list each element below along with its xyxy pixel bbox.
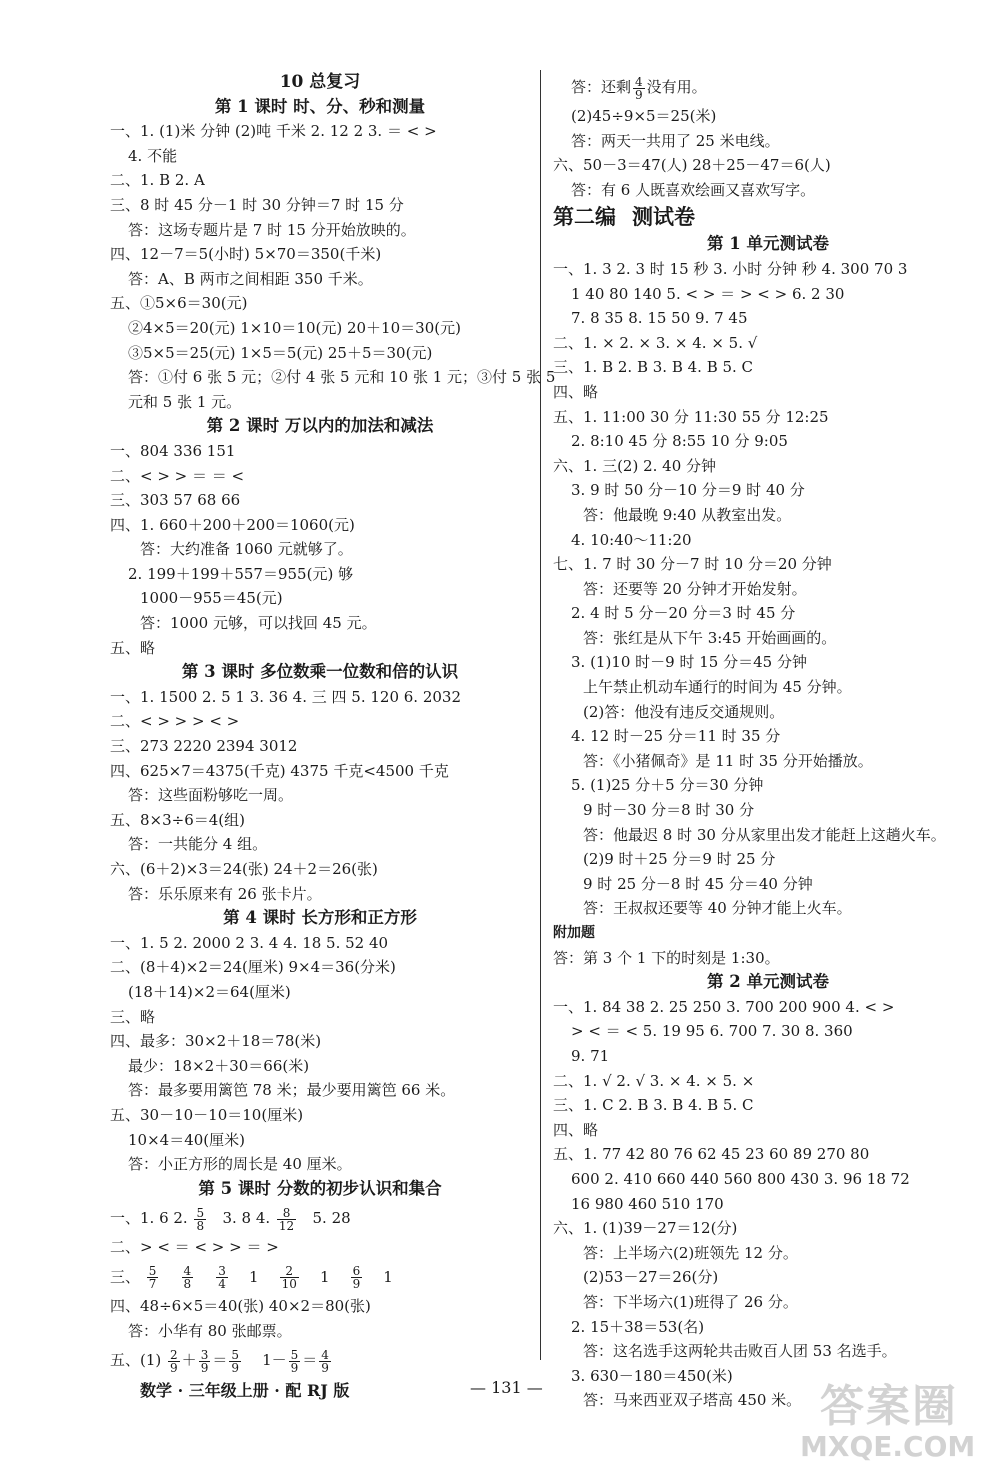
answer-line: 四、略: [553, 1120, 599, 1139]
answer-line: [110, 1260, 530, 1294]
numerator: 4: [321, 1347, 329, 1362]
text-segment: 答：还剩: [571, 78, 632, 96]
answer-line: (2)53－27＝26(分): [583, 1268, 719, 1287]
lesson-4-title: 第 4 课时 长方形和正方形: [223, 908, 417, 928]
answer-line: 答：大约准备 1060 元就够了。: [140, 540, 353, 559]
answer-line: > < ＝ < 5. 19 95 6. 700 7. 30 8. 360: [571, 1022, 853, 1041]
numerator: 3: [200, 1347, 209, 1362]
answer-line: (2)9 时＋25 分＝9 时 25 分: [583, 850, 776, 869]
denominator: 9: [290, 1360, 299, 1375]
denominator: 9: [635, 87, 643, 102]
fraction: [216, 1265, 228, 1290]
answer-line: 二、> < ＝ < > > ＝ >: [110, 1238, 279, 1257]
answer-line: 最少：18×2＋30＝66(米): [128, 1056, 310, 1075]
text-segment: 1: [248, 1267, 259, 1286]
answer-line: 答：这名选手这两轮共击败百人团 53 名选手。: [583, 1342, 897, 1361]
text-segment: 没有用。: [646, 78, 707, 96]
answer-line: 上午禁止机动车通行的时间为 45 分钟。: [583, 678, 852, 697]
answer-line: 答：1000 元够，可以找回 45 元。: [140, 614, 377, 633]
answer-line: 答：《小猪佩奇》是 11 时 35 分开始播放。: [583, 751, 873, 770]
numerator: 6: [352, 1264, 361, 1279]
part-label: 第二编: [553, 204, 616, 230]
column-divider: [540, 70, 541, 1360]
answer-line: 答：一共能分 4 组。: [128, 835, 268, 854]
answer-line: [553, 70, 983, 104]
answer-line: 六、1. 三(2) 2. 40 分钟: [553, 456, 717, 475]
answer-line: 一、1. 84 38 2. 25 250 3. 700 200 900 4. < >: [553, 997, 895, 1016]
fraction: [229, 1349, 241, 1374]
numerator: 5: [196, 1205, 205, 1220]
answer-line: 五、30－10－10＝10(厘米): [110, 1105, 304, 1124]
fraction: [168, 1349, 180, 1374]
answer-line: 二、< > > ＝ ＝ <: [110, 466, 245, 485]
denominator: 10: [281, 1277, 297, 1292]
answer-line: 一、804 336 151: [110, 441, 236, 460]
numerator: 5: [148, 1264, 157, 1279]
answer-line: 答：还要等 20 分钟才开始发射。: [583, 579, 807, 598]
answer-line: 答：两天一共用了 25 米电线。: [571, 131, 780, 150]
answer-line: 一、1. 1500 2. 5 1 3. 36 4. 三 四 5. 120 6. 2032: [110, 687, 462, 706]
text-segment: 三、: [110, 1267, 141, 1286]
text-segment: 5. 28: [312, 1209, 351, 1228]
answer-line: 4. 10:40～11:20: [571, 530, 692, 549]
numerator: 3: [218, 1264, 226, 1279]
answer-line: 3. 9 时 50 分－10 分＝9 时 40 分: [571, 481, 805, 500]
answer-line: 一、1. 5 2. 2000 2 3. 4 4. 18 5. 52 40: [110, 933, 389, 952]
answer-line: 2. 199＋199＋557＝955(元) 够: [128, 564, 354, 583]
answer-line: 五、1. 11:00 30 分 11:30 55 分 12:25: [553, 407, 829, 426]
answer-line: 六、50－3＝47(人) 28＋25－47＝6(人): [553, 156, 831, 175]
denominator: 8: [183, 1277, 192, 1292]
fraction: [351, 1265, 363, 1290]
answer-line: 五、1. 77 42 80 76 62 45 23 60 89 270 80: [553, 1145, 870, 1164]
answer-line: ③5×5＝25(元) 1×5＝5(元) 25＋5＝30(元): [128, 343, 433, 362]
fraction: [182, 1265, 194, 1290]
answer-line: 4. 不能: [128, 146, 178, 165]
denominator: 4: [218, 1277, 226, 1292]
answer-line: (2)45÷9×5＝25(米): [571, 107, 717, 125]
denominator: 9: [231, 1360, 239, 1375]
denominator: 8: [196, 1218, 205, 1233]
numerator: 5: [290, 1347, 299, 1362]
unit-1-title: 第 1 单元测试卷: [707, 234, 829, 254]
part-subtitle: 测试卷: [632, 204, 695, 230]
answer-line: 10×4＝40(厘米): [128, 1130, 245, 1149]
answer-line: 答：小正方形的周长是 40 厘米。: [128, 1155, 352, 1174]
answer-line: 五、8×3÷6＝4(组): [110, 810, 246, 829]
numerator: 5: [231, 1347, 239, 1362]
lesson-3-title: 第 3 课时 多位数乘一位数和倍的认识: [181, 662, 459, 682]
denominator: 12: [278, 1218, 295, 1233]
answer-line: 9 时－30 分＝8 时 30 分: [583, 801, 755, 820]
fraction: [194, 1207, 206, 1232]
answer-line: 六、(6＋2)×3＝24(张) 24＋2＝26(张): [110, 860, 378, 878]
answer-line: 五、(1) $\frac{2}{9}$ ＋ $\frac{3}{9}$ ＝ $\frac{5}{9}$ 1－ $\frac{5}{9}$ ＝ $\frac{4}{9}$: [110, 1347, 329, 1375]
lesson-1-title: 第 1 课时 时、分、秒和测量: [214, 96, 426, 116]
answer-line: 七、1. 7 时 30 分－7 时 10 分＝20 分钟: [553, 555, 832, 574]
text-segment: 一、1. 6 2.: [110, 1209, 188, 1228]
answer-line: 答：有 6 人既喜欢绘画又喜欢写字。: [571, 180, 816, 199]
answer-line: 答：最多要用篱笆 78 米；最少要用篱笆 66 米。: [128, 1081, 456, 1100]
answer-line: 答：这场专题片是 7 时 15 分开始放映的。: [128, 220, 416, 239]
numerator: 2: [170, 1347, 178, 1362]
answer-line: 答：小华有 80 张邮票。: [128, 1321, 292, 1340]
answer-line: 三、1. C 2. B 3. B 4. B 5. C: [553, 1096, 754, 1115]
answer-line: 1 40 80 140 5. < > ＝ > < > 6. 2 30: [571, 284, 845, 303]
answer-line: 二、1. B 2. A: [110, 171, 205, 190]
fraction: [319, 1349, 331, 1374]
lesson-2-title: 第 2 课时 万以内的加法和减法: [206, 416, 434, 436]
answer-line: 二、< > > > < >: [110, 712, 240, 731]
answer-line: 四、略: [553, 382, 599, 401]
answer-line: 三、303 57 68 66: [110, 491, 241, 510]
answer-line: 5. (1)25 分＋5 分＝30 分钟: [571, 776, 764, 795]
answer-line: 六、1. (1)39－27＝12(分): [553, 1219, 738, 1238]
left-column: [110, 70, 556, 1377]
denominator: 9: [321, 1360, 329, 1375]
answer-line: 四、48÷6×5＝40(张) 40×2＝80(张): [110, 1296, 371, 1315]
answer-line: 答：马来西亚双子塔高 450 米。: [583, 1391, 802, 1410]
answer-line: 答：上半场六(2)班领先 12 分。: [583, 1243, 798, 1262]
text-segment: 1－: [262, 1351, 287, 1370]
answer-line: 9. 71: [571, 1046, 610, 1065]
answer-line: 答：第 3 个 1 下的时刻是 1:30。: [553, 948, 780, 967]
answer-line: 四、最多：30×2＋18＝78(米): [110, 1032, 322, 1051]
answer-line: 16 980 460 510 170: [571, 1194, 724, 1213]
fraction: [289, 1349, 301, 1374]
numerator: 4: [183, 1264, 192, 1279]
fraction: [633, 76, 645, 101]
answer-line: 四、1. 660＋200＋200＝1060(元): [110, 515, 355, 534]
answer-line: 三、273 2220 2394 3012: [110, 737, 298, 756]
answer-line: 四、625×7＝4375(千克) 4375 千克<4500 千克: [110, 761, 449, 780]
answer-line: (2)答：他没有违反交通规则。: [583, 702, 785, 721]
answer-line: 二、(8＋4)×2＝24(厘米) 9×4＝36(分米): [110, 958, 396, 977]
answer-line: 2. 4 时 5 分－20 分＝3 时 45 分: [571, 604, 796, 623]
answer-line: [110, 1201, 530, 1235]
answer-line: (18＋14)×2＝64(厘米): [128, 982, 291, 1001]
answer-line: 9 时 25 分－8 时 45 分＝40 分钟: [583, 874, 813, 893]
answer-line: 一、1. (1)米 分钟 (2)吨 千米 2. 12 2 3. ＝ < >: [110, 122, 437, 141]
answer-line: 三、1. B 2. B 3. B 4. B 5. C: [553, 358, 754, 377]
answer-line: 3. (1)10 时－9 时 15 分＝45 分钟: [571, 653, 807, 672]
answer-line: 二、1. × 2. × 3. × 4. × 5. √: [553, 333, 758, 352]
answer-line: 五、略: [110, 638, 156, 657]
denominator: 9: [200, 1360, 209, 1375]
extra-question-title: 附加题: [553, 925, 595, 941]
numerator: 8: [277, 1207, 296, 1220]
answer-line: 3. 630－180＝450(米): [571, 1366, 733, 1385]
text-segment: 1: [383, 1267, 393, 1286]
watermark-logo: 答案圈: [820, 1381, 958, 1432]
answer-line: 答：下半场六(1)班得了 26 分。: [583, 1292, 798, 1311]
answer-line: 7. 8 35 8. 15 50 9. 7 45: [571, 309, 748, 328]
answer-line: 答：A、B 两市之间相距 350 千米。: [128, 269, 373, 288]
answer-line: 答：张红是从下午 3:45 开始画画的。: [583, 628, 837, 647]
text-segment: 1: [319, 1267, 330, 1286]
answer-line: 五、①5×6＝30(元): [110, 294, 248, 313]
chapter-title: 10 总复习: [279, 72, 361, 92]
fraction: [280, 1265, 299, 1290]
answer-line: 答：这些面粉够吃一周。: [128, 786, 294, 805]
right-column: [553, 70, 983, 1413]
part-title: [553, 202, 983, 232]
answer-line: 答：乐乐原来有 26 张卡片。: [128, 884, 322, 903]
numerator: 4: [635, 74, 643, 89]
fraction: [277, 1207, 296, 1232]
answer-line: 答：他最迟 8 时 30 分从家里出发才能赶上这趟火车。: [583, 825, 946, 844]
answer-line: 2. 8:10 45 分 8:55 10 分 9:05: [571, 432, 788, 451]
answer-line: 答：①付 6 张 5 元；②付 4 张 5 元和 10 张 1 元；③付 5 张 5: [128, 368, 556, 387]
fraction: [147, 1265, 159, 1290]
page-number: — 131 —: [470, 1378, 543, 1397]
fraction: [199, 1349, 211, 1374]
answer-line: 1000－955＝45(元): [140, 589, 283, 608]
answer-line: ②4×5＝20(元) 1×10＝10(元) 20＋10＝30(元): [128, 318, 461, 337]
answer-line: 三、8 时 45 分－1 时 30 分钟＝7 时 15 分: [110, 195, 404, 214]
answer-line: 四、12－7＝5(小时) 5×70＝350(千米): [110, 245, 382, 264]
watermark-url: MXQE.COM: [800, 1430, 976, 1463]
answer-line: 三、略: [110, 1007, 156, 1026]
answer-line: 元和 5 张 1 元。: [128, 392, 242, 411]
text-segment: 五、(1): [110, 1351, 162, 1370]
answer-line: 一、1. 3 2. 3 时 15 秒 3. 小时 分钟 秒 4. 300 70 3: [553, 259, 908, 278]
denominator: 7: [148, 1277, 157, 1292]
denominator: 9: [170, 1360, 178, 1375]
answer-line: 答：王叔叔还要等 40 分钟才能上火车。: [583, 899, 852, 918]
answer-line: 二、1. √ 2. √ 3. × 4. × 5. ×: [553, 1071, 755, 1090]
text-segment: 3. 8 4.: [222, 1209, 271, 1228]
answer-line: 4. 12 时－25 分＝11 时 35 分: [571, 727, 781, 746]
answer-line: 答：他最晚 9:40 从教室出发。: [583, 505, 792, 524]
unit-2-title: 第 2 单元测试卷: [707, 972, 829, 992]
answer-line: 600 2. 410 660 440 560 800 430 3. 96 18 72: [571, 1169, 910, 1188]
footer-book-info: 数学 · 三年级上册 · 配 RJ 版: [140, 1381, 350, 1400]
numerator: 2: [280, 1265, 299, 1278]
answer-line: 2. 15＋38＝53(名): [571, 1317, 705, 1336]
lesson-5-title: 第 5 课时 分数的初步认识和集合: [198, 1178, 442, 1198]
denominator: 9: [352, 1277, 361, 1292]
